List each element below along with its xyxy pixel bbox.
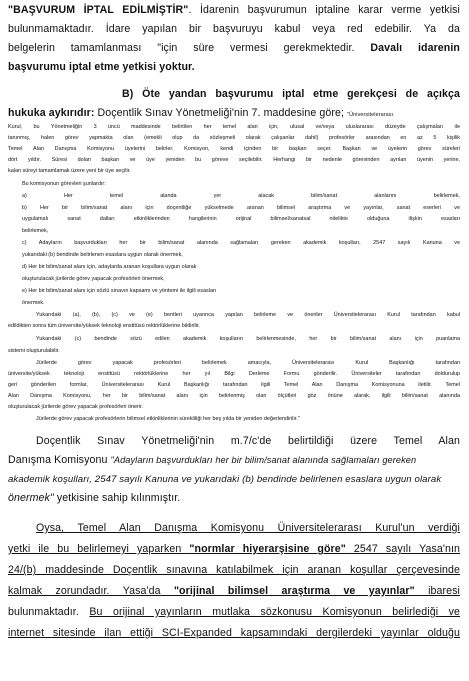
quote-line-11: c) Adayların başvurdukları her bir bilim/sanat alanında sağlamaları gereken akademik koşulları, 2547 sayılı Kanuna ve — [22, 240, 460, 246]
quote-line-19: Yukarıdaki (c) bendinde sözü edilen akademik koşulların belirlenmesinde, her bir bilim/sanat alanı için puanlama — [36, 336, 460, 342]
p4-line-1: Oysa, Temel Alan Danışma Komisyonu Üniversitelerarası Kurul'un verdiği — [36, 522, 460, 534]
quote-line-10: belirlemek, — [22, 228, 49, 234]
p4-line-6: internet sitesinde ilan ettiği SCI-Expanded kapsamındaki dergilerdeki yayınlar olduğu — [8, 627, 460, 639]
quote-line-13: d) Her bir bilim/sanat alanı için, adaylarda aranan koşullara uygun olarak — [22, 264, 197, 270]
p3-line-3: akademik koşulları, 2547 sayılı Kanuna ve yukarıdaki (b) bendinde belirlenen esaslara uygun olarak — [8, 474, 442, 485]
p2-line-2: hukuka aykırıdır: Doçentlik Sınav Yönetmeliği'nin 7. maddesine göre; "Üniversitelerarası — [8, 107, 394, 119]
quote-line-23: geri gönderilen formlar, Üniversitelerarası Kurul Başkanlığı tarafından ilgili Temel Alan Danışma Komisyonuna iletilir. Temel — [8, 382, 460, 388]
p4-line-3: 24/(b) maddesinde Doçentlik sınavına katılabilmek için aranan koşullar çerçevesinde — [8, 564, 460, 576]
quote-line-4: dört yıldır. Süresi dolan başkan ve üye yeniden bu göreve seçilebilir. Herhangi bir nedenle görevinden ayrılan üyenin yerine, — [8, 157, 460, 163]
quote-line-7: a) Her temel alanda yer alacak bilim/sanat alanlarını belirlemek, — [22, 193, 460, 199]
p1-line-3: belgelerin tamamlanması "için süre vermesi gerekmektedir. Davalı idarenin — [8, 42, 460, 54]
p3-line-4: önermek" yetkisine sahip kılınmıştır. — [8, 492, 181, 504]
p2-line-1: B) Öte yandan başvurumu iptal etme gerekçesi de açıkça — [122, 88, 460, 100]
p3-line-1: Doçentlik Sınav Yönetmeliği'nin m.7/c'de belirtildiği üzere Temel Alan — [36, 435, 460, 447]
cancelled-heading: "BAŞVURUM İPTAL EDİLMİŞTİR" — [8, 4, 189, 16]
quote-line-6: Bu komisyonun görevleri şunlardır: — [22, 181, 106, 187]
quote-line-3: Temel Alan Danışma Komisyonu üyelerini belirler. Komisyon, kendi içinden bir başkan seçer. Başkan ve üyelerin görev süreleri — [8, 146, 460, 152]
p3-line-2: Danışma Komisyonu "Adayların başvurdukları her bir bilim/sanat alanında sağlamaları gereken — [8, 454, 417, 466]
p1-line-4: başvurumu iptal etme yetkisi yoktur. — [8, 61, 195, 73]
quote-line-16: önermek. — [22, 300, 45, 306]
p4-line-2: yetki ile bu belirlemeyi yaparken "normlar hiyerarşisine göre" 2547 sayılı Yasa'nın — [8, 543, 460, 555]
quote-line-24: Alan Danışma Komisyonu, her bir bilim/sanat alanı için belirlenmiş olan ölçütleri göz önüne alarak, ilgili bilim/sanat alanında — [8, 393, 460, 399]
quote-line-15: e) Her bir bilim/sanat alanı için sözlü sınavın kapsamı ve yöntemi ile ilgili esasları — [22, 288, 217, 294]
p4-line-5: bulunmaktadır. Bu orijinal yayınların mutlaka sözkonusu Komisyonun belirlediği ve — [8, 606, 460, 618]
quote-line-18: edildikten sonra tüm üniversite/yüksek teknoloji enstitüsü rektörlüklerine bildirilir. — [8, 323, 200, 329]
quote-line-12: yukarıdaki (b) bendinde belirlenen esaslara uygun olarak önermek, — [22, 252, 183, 258]
quote-line-14: oluşturulacak jürilerde görev yapacak profesörleri önermek, — [22, 276, 165, 282]
quote-line-25: oluşturulacak jürilerde görev yapacak profesörleri önerir. — [8, 404, 144, 410]
quote-line-26: Jürilerde görev yapacak profesörlerin bilimsel etkinliklerinin sürekliliği her beş yılda bir yeniden değerlendirilir." — [36, 416, 300, 422]
quote-line-5: kalan süreyi tamamlamak üzere yeni bir üye seçilir. — [8, 168, 131, 174]
quote-line-20: sistemi oluşturulabilir. — [8, 348, 60, 354]
quote-line-8: b) Her bir bilim/sanat alanı için doçentliğe yükselmede aranan bilimsel araştırma ve yayınlar, sanat eserleri ve — [22, 205, 460, 211]
quote-line-17: Yukarıdaki (a), (b), (c) ve (e) bentleri uyarınca yapılan belirleme ve öneriler Üniversitelerarası Kurul tarafından kabul — [36, 312, 460, 318]
p4-line-4: kalmak zorundadır. Yasa'da "orijinal bilimsel araştırma ve yayınlar" ibaresi — [8, 585, 460, 597]
quote-line-22: üniversite/yüksek teknoloji enstitüsü rektörlüklerine her yıl Bilgi Derleme Formu gönderilir. Üniversiteler tarafından doldurulup — [8, 371, 460, 377]
quote-line-9: uygulamalı sanat dalları etkinliklerinden hangilerinin orijinal bilimsel/sanatsal nitelikte olduğuna ilişkin esasları — [22, 216, 460, 222]
p1-line-1: "BAŞVURUM İPTAL EDİLMİŞTİR". İdarenin başvurumun iptaline karar verme yetkisi — [8, 4, 460, 16]
quote-line-1: Kurul, bu Yönetmeliğin 3 üncü maddesinde belirtilen her temel alan için, ulusal ve/veya uluslararası düzeyde çalışmaları ile — [8, 124, 460, 130]
p1-line-2: bulunmamaktadır. İdare yapılan bir başvuruyu kabul veya red edebilir. Ya da — [8, 23, 460, 35]
quote-line-2: tanınmış, halen görev yapmakta olan (emekli olup da sözleşmeli olarak çalışanlar dahil) profesörler arasından en az 5 kişilik — [8, 135, 460, 141]
quote-line-21: Jürilerde görev yapacak profesörleri belirlemek amacıyla, Üniversitelerarası Kurul Başkanlığı tarafından — [36, 360, 460, 366]
